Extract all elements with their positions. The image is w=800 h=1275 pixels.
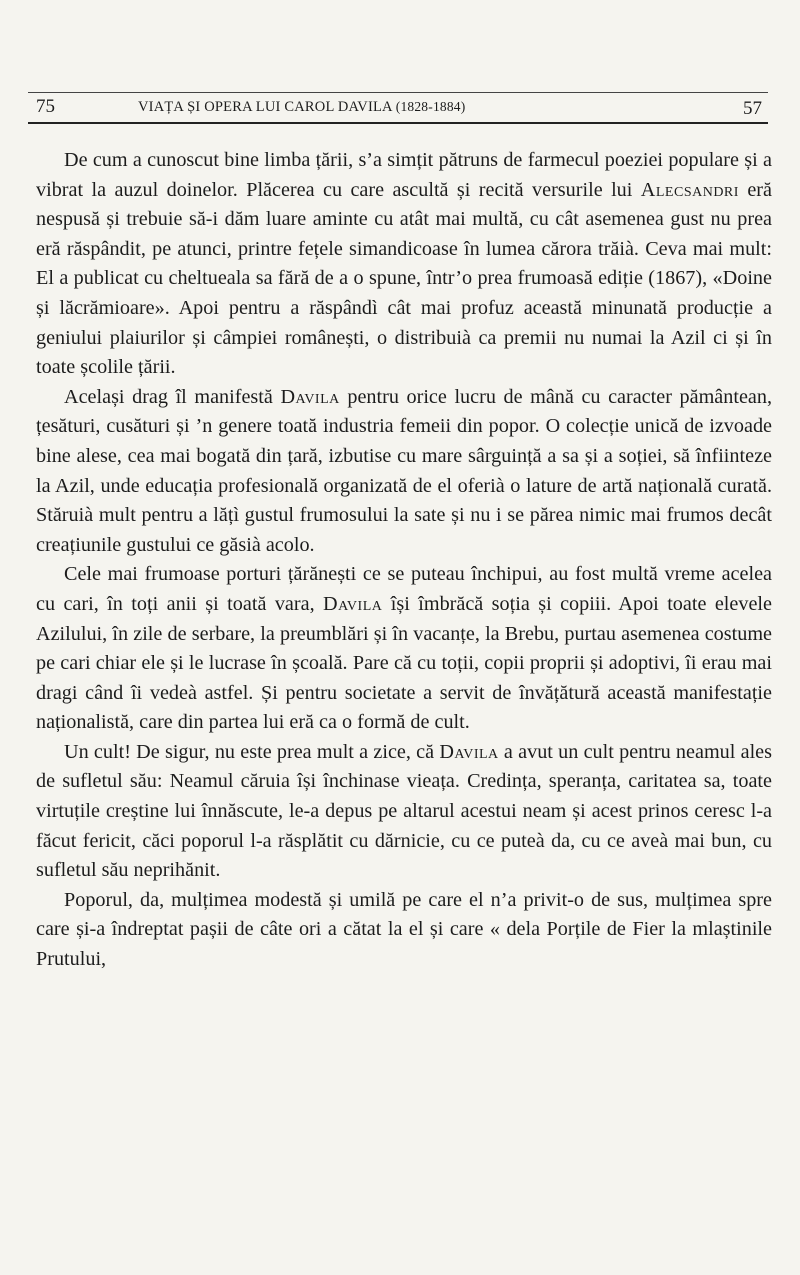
paragraph-5-text-a: Poporul, da, mulțimea modestă și umilă pe care el n’a privit-o de sus, mulțimea spre care și-a îndreptat pașii de câte ori a cătat la el și care « dela Porțile de Fier la mlaștinile Prutului,	[36, 888, 772, 971]
paragraph-1-text-a: De cum a cunoscut bine limba țării, s’a simțit pătruns de farmecul poeziei populare și a vibrat la auzul doinelor. Plăcerea cu care ascultă și recită versurile lui	[36, 149, 772, 201]
body-text	[36, 146, 772, 975]
header-years: (1828-1884)	[395, 99, 466, 114]
paragraph-4-text-b: a avut un cult pentru neamul ales de sufletul său: Neamul căruia își închinase vieața. Credința, speranța, caritatea sa, toate virtuțile creștine lui înnăscute, le-a depus pe altarul acestui neam și acest prinos ceresc l-a făcut fericit, căci poporul l-a răsplătit cu dărnicie, cu ce puteà da, cu ce aveà mai bun, cu sufletul său neprihănit.	[36, 740, 772, 882]
running-header	[28, 96, 768, 122]
name-alecsandri: Alecsandri	[640, 178, 739, 201]
paragraph-5	[36, 886, 772, 975]
paragraph-1	[36, 146, 772, 383]
paragraph-2	[36, 383, 772, 561]
paragraph-2-text-a: Același drag îl manifestă	[64, 385, 281, 408]
header-left-number: 75	[36, 96, 55, 117]
header-title-text: VIAȚA ȘI OPERA LUI CAROL DAVILA	[138, 99, 392, 115]
paragraph-3	[36, 560, 772, 738]
paragraph-3-text-b: își îmbrăcă soția și copiii. Apoi toate elevele Azilului, în zile de serbare, la preumblări și în vacanțe, la Brebu, purtau asemenea costume pe cari chiar ele și le lucrase în școală. Pare că cu toții, copii proprii și adoptivi, îi erau mai dragi când îi vedeà astfel. Și pentru societate a servit de învățătură această manifestație naționalistă, care din partea lui eră ca o formă de cult.	[36, 592, 772, 734]
paragraph-2-text-b: pentru orice lucru de mână cu caracter pământean, țesături, cusături și ’n genere toată industria femeii din popor. O colecție unică de izvoade bine alese, cea mai bogată din țară, izbutise cu mare sârguință a sa și a soției, să înfiinteze la Azil, unde educația profesională organizată de el oferià o lature de artă națională curată. Stăruià mult pentru a lățì gustul frumosului la sate și nu i se părea nimic mai frumos decât creațiunile gustului ce găsià acolo.	[36, 385, 772, 556]
paragraph-4	[36, 738, 772, 886]
name-davila: Davila	[323, 592, 383, 615]
paragraph-4-text-a: Un cult! De sigur, nu este prea mult a zice, că	[64, 740, 440, 763]
header-rule-top	[28, 92, 768, 93]
header-rule-bottom	[28, 122, 768, 124]
name-davila: Davila	[280, 385, 340, 408]
paragraph-1-text-b: eră nespusă și trebuie să-i dăm luare aminte cu atât mai multă, cu cât asemenea gust nu prea eră răspândit, pe atunci, printre fețele simandicoase în lumea cărora trăià. Ceva mai mult: El a publicat cu cheltueala sa fără de a o spune, într’o prea frumoasă ediție (1867), «Doine și lăcrămioare». Apoi pentru a răspândì cât mai profuz această minunată producție a geniului plaiurilor și câmpiei românești, o distribuià ca premii nu numai la Azil ci și în toate școlile țării.	[36, 178, 772, 379]
page-number: 57	[743, 98, 762, 119]
header-title	[138, 99, 465, 116]
name-davila: Davila	[439, 740, 499, 763]
paragraph-3-text-a: Cele mai frumoase porturi țărănești ce se puteau închipui, au fost multă vreme acelea cu cari, în toți anii și toată vara,	[36, 563, 772, 615]
